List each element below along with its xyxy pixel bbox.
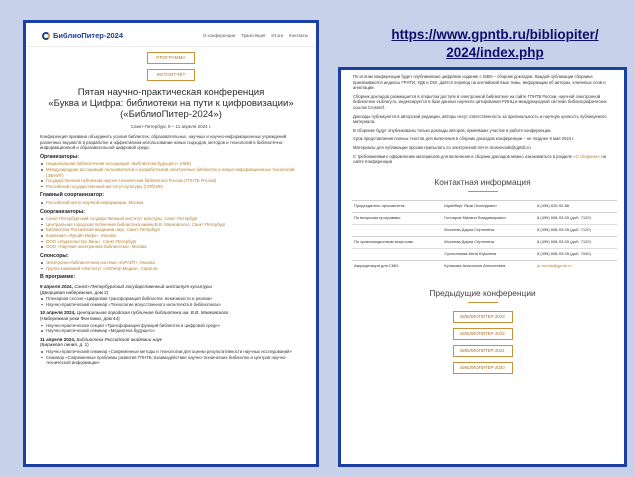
contact-name: Шрайберг Яков Леонидович [442,200,535,212]
publication-info [341,70,624,165]
contact-email-link[interactable]: pr-media@gpntb.ru [535,260,617,272]
right-page-screenshot [338,67,627,467]
table-row [352,248,617,260]
day-address: (Дворцовая набережная, дом 2) [40,289,109,295]
info-paragraph [353,154,612,165]
day-date: 11 апреля 2024, [40,336,76,342]
previous-2021-button[interactable]: БИБЛИОПИТЕР-2021 [453,345,513,357]
list-item[interactable]: ООО «Научная электронная библиотека», Москва [40,244,302,250]
nav-results[interactable]: Итоги [271,33,284,38]
previous-2020-button[interactable]: БИБЛИОПИТЕР-2020 [453,362,513,374]
previous-2022-button[interactable]: БИБЛИОПИТЕР-2022 [453,328,513,340]
heading-divider [468,191,498,192]
main-partner-list [40,200,302,206]
about-collection-link[interactable]: «О сборнике» [573,153,601,159]
sponsors-heading: Спонсоры: [40,252,69,259]
day-date: 10 апреля 2024, [40,310,76,316]
day-place: Центральная городская публичная библиотека им. В.В. Маяковского [76,310,229,316]
contact-name: Мосеева Дарья Сергеевна [442,224,535,236]
table-row [352,224,617,236]
left-page-screenshot [23,20,319,467]
url-line-1[interactable]: https://www.gpntb.ru/bibliopiter/ [391,27,599,42]
title-line: («БиблиоПитер-2024») [120,109,222,120]
info-paragraph: Срок представления полных текстов для включения в сборник докладов конференции – не позднее 6 мая 2024 г. [353,136,575,142]
title-line: Пятая научно-практическая конференция [77,87,265,98]
heading-divider [468,302,498,303]
logo-text: БиблиоПитер-2024 [53,31,124,40]
site-header [26,23,316,47]
list-item: Семинар «Современные проблемы развития ГПНТБ: взаимодействие научно-технических библиотек и центров научно-технической информации» [40,355,302,366]
contact-phone: 8 (495) 698-93-05 (доб. 7120) [535,236,617,248]
info-paragraph: Доклады публикуются в авторской редакции, авторы несут ответственность за оригинальность и научную ценность публикуемого материала. [353,113,607,125]
contact-role: Аккредитация для СМИ: [352,260,442,272]
list-item: Научно-практическая секция «Трансформация функций библиотек в цифровой среде» [40,323,302,329]
conference-date: Санкт-Петербург, 9 – 11 апреля 2024 г. [130,124,212,129]
list-item[interactable]: Библиотека Российской академии наук, Санкт-Петербург [40,227,302,233]
nav-about[interactable]: О конференции [202,33,236,38]
list-item[interactable]: ООО «Издательство Лань», Санкт-Петербург [40,239,302,245]
nav-contacts[interactable]: Контакты [289,33,308,38]
main-partner-heading: Главный соорганизатор: [40,192,104,199]
day-items [40,323,302,334]
contacts-table [352,200,617,272]
day-place: Санкт-Петербургский государственный институт культуры [74,284,212,290]
organizers-heading: Организаторы: [40,153,79,160]
program-day [40,284,302,295]
day-items [40,296,302,307]
list-item[interactable]: Электронно-библиотечная система «ЮРАЙТ», Москва [40,260,302,266]
list-item[interactable]: Группа компаний «Институт «АйПиЭр Медиа», Саратов [40,266,302,272]
table-row [352,236,617,248]
info-paragraph: В сборнике будут опубликованы только доклады авторов, принявших участие в работе конференции. [353,127,552,133]
list-item[interactable]: Центральная городская публичная библиотека имени В.В. Маяковского, Санкт-Петербург [40,222,302,228]
list-item[interactable]: Российский государственный институт культуры (СПбГИК) [40,184,302,190]
previous-2023-button[interactable]: БИБЛИОПИТЕР-2023 [453,311,513,323]
conference-title [38,87,304,120]
list-item: Научно-практический семинар «Технологии искусственного интеллекта в библиотеках» [40,302,302,308]
logo-icon [42,32,50,40]
table-row [352,200,617,212]
template-text: С требованиями к оформлению материалов для включения в сборник докладов можно ознакомиться в разделе [353,153,572,159]
coorganizers-list [40,216,302,250]
info-paragraph: Материалы для публикации просим присылать по электронной почте moseevads@gpntb.ru [353,144,531,150]
previous-conferences-heading: Предыдущие конференции [429,287,536,298]
site-nav [203,33,308,38]
list-item[interactable]: Компания «Лукойл-Инфо», Москва [40,233,302,239]
list-item[interactable]: Российский центр научной информации, Москва [40,200,302,206]
url-line-2[interactable]: 2024/index.php [446,45,544,60]
intro-text: Конференция призвана объединить усилия библиотек, образовательных, научных и научно-информационных учреждений различных ведомств в разработке и эффективном использовании новых подходов, методов и технологий в библиотечно-информационной и образовательной цифровой среде. [40,134,287,151]
list-item[interactable]: Санкт-Петербургский государственный институт культуры, Санкт-Петербург [40,216,302,222]
contact-phone: 8 (495) 698-93-05 (доб. 7120) [535,212,617,224]
contact-phone: 8 (495) 698-93-05 (доб. 7120) [535,224,617,236]
contacts-heading: Контактная информация [434,176,531,187]
list-item[interactable]: Государственная публичная научно-техническая библиотека России (ГПНТБ России) [40,178,302,184]
list-item[interactable]: Национальная библиотечная ассоциация «Библиотеки будущего» (НББ) [40,161,302,167]
contact-role [352,224,442,236]
table-row [352,260,617,272]
program-day [40,310,302,321]
contact-name: Гончаров Михаил Владимирович [442,212,535,224]
contact-name: Мосеева Дарья Сергеевна [442,236,535,248]
day-items [40,349,302,366]
template-tail: на сайте Конференции [353,153,607,165]
contact-phone: 8 (495) 698-93-05 (доб. 7040) [535,248,617,260]
organizers-list [40,161,302,189]
day-date: 9 апреля 2024, [40,284,73,290]
day-place: Библиотека Российской академии наук [76,336,162,342]
info-paragraph: Сборник докладов размещается в открытом доступе в электронной библиотеке на сайте ГПНТБ России, научной электронной библиотеке eLibrary.ru, индексируется в базе данных научного цитирования РИНЦ и международной системе библиографических ссылок Crossref. [353,93,607,110]
contact-phone: 8 (495) 625-92-88 [535,200,617,212]
contact-role: По организационным вопросам: [352,236,442,248]
contact-name: Сухоплюева Анна Юрьевна [442,248,535,260]
title-line: «Буква и Цифра: библиотеки на пути к цифровизации» [48,98,294,109]
program-heading: В программе: [40,274,76,281]
list-item[interactable]: Международная ассоциация пользователей и разработчиков электронных библиотек и новых информационных технологий (ЭБНИТ) [40,167,302,178]
photo-report-button[interactable]: ФОТООТЧЁТ [147,69,195,81]
left-page-body [26,134,316,366]
sponsors-list [40,260,302,271]
site-logo[interactable] [42,31,123,40]
list-item: Научно-практический семинар «Современные методы и технологии для оценки результативности научных исследований» [40,349,302,355]
program-button[interactable]: ПРОГРАММА [147,52,195,64]
nav-stream[interactable]: Трансляция [241,33,266,38]
contact-role: Председатель оргкомитета: [352,200,442,212]
table-row [352,212,617,224]
contact-role: По вопросам программы: [352,212,442,224]
program-day [40,337,302,348]
contact-role [352,248,442,260]
list-item: Научно-практический семинар «Медиатека будущего» [40,328,302,334]
day-address: (Набережная реки Фонтанки, дом 44) [40,316,120,322]
contact-name: Куликова Анастасия Алексеевна [442,260,535,272]
day-address: (Биржевая линия, д. 1) [40,342,89,348]
coorganizers-heading: Соорганизаторы: [40,208,85,215]
info-paragraph: По итогам конференции будет опубликовано цифровое издание с ISBN – сборник докладов. Каждой публикации сборника присваиваются индексы ГРНТИ, УДК и DOI, даётся перевод на английский язык темы, информации об авторах, ключевых слов и аннотации. [353,74,606,91]
list-item: Пленарная сессия «Цифровая трансформация библиотек: возможности и реалии» [40,296,302,302]
